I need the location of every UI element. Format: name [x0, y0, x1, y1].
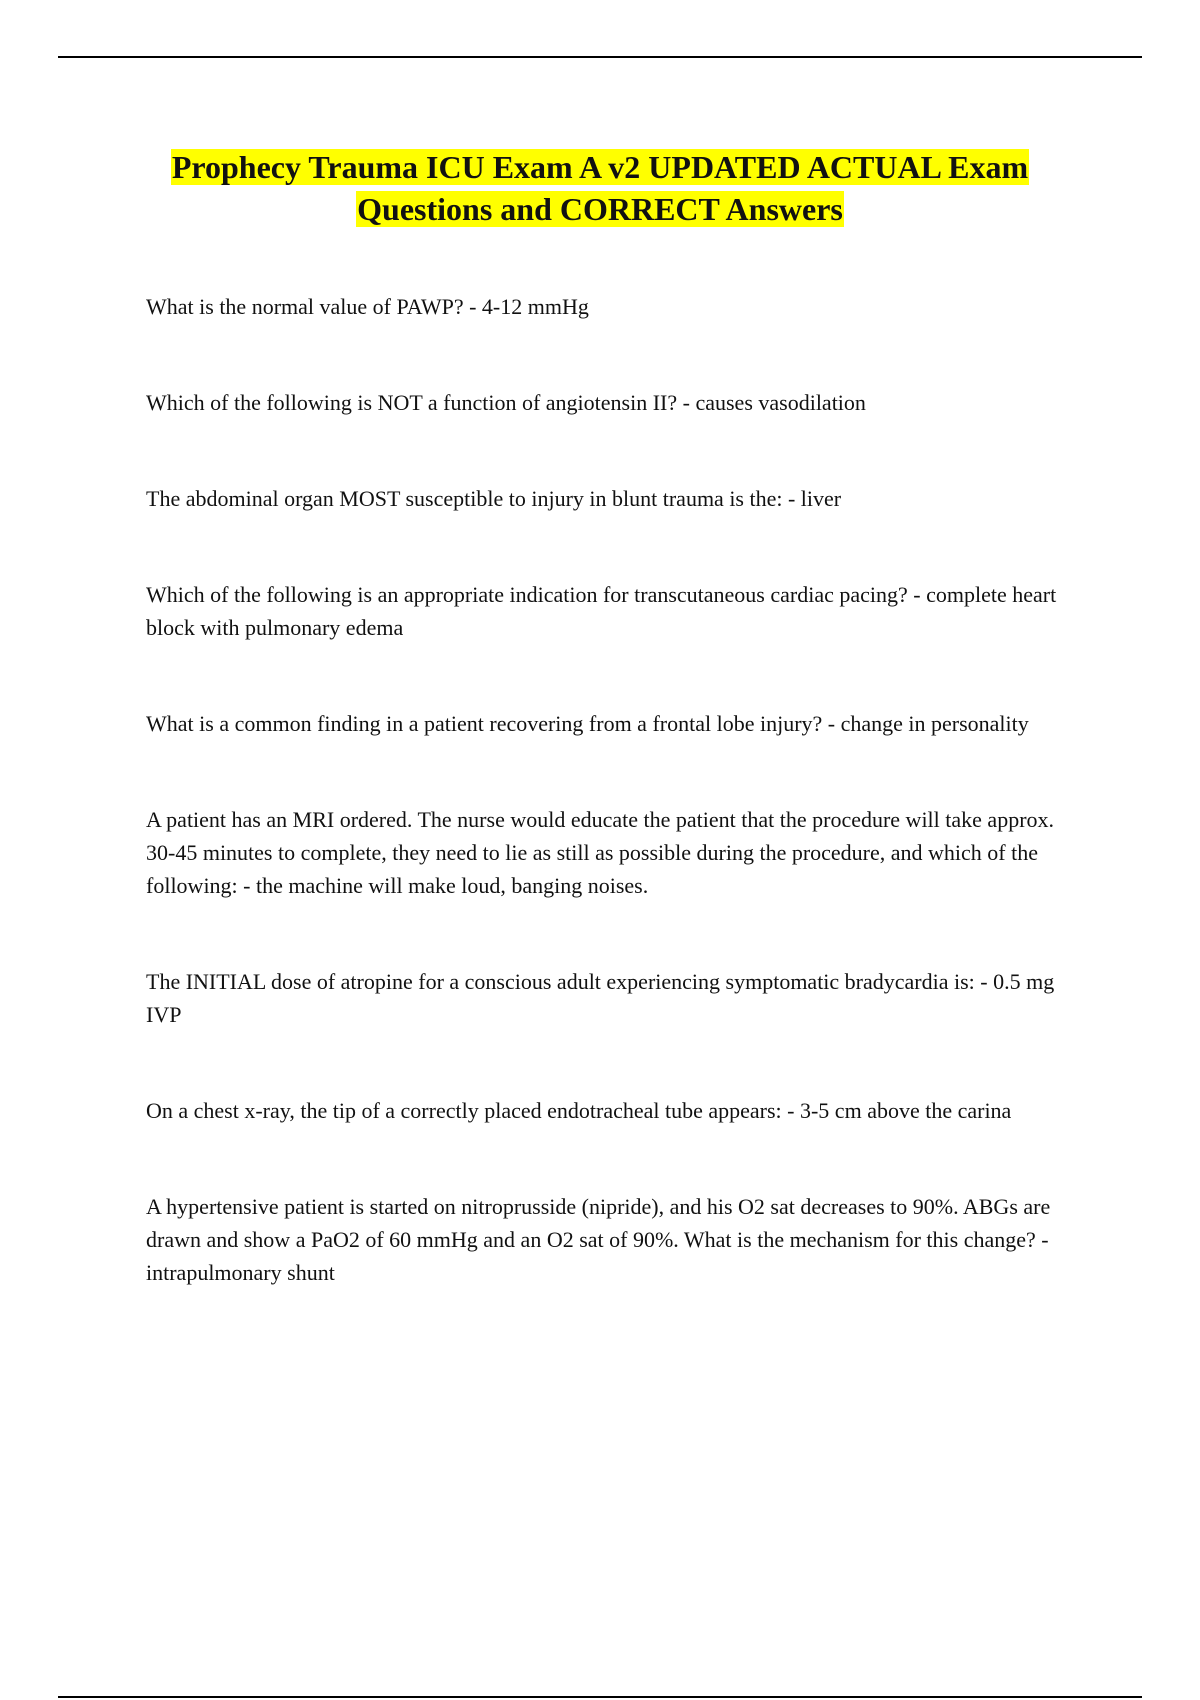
qa-item: What is the normal value of PAWP? - 4-12 mmHg — [146, 294, 589, 319]
qa-item: Which of the following is NOT a function of angiotensin II? - causes vasodilation — [146, 390, 866, 415]
qa-item: What is a common finding in a patient recovering from a frontal lobe injury? - change in personality — [146, 711, 1029, 736]
qa-item: A hypertensive patient is started on nitroprusside (nipride), and his O2 sat decreases to 90%. ABGs are drawn and show a PaO2 of 60 mmHg and an O2 sat of 90%. What is the mechanism for this change? - intrapulmonary shunt — [146, 1194, 1051, 1285]
top-rule — [58, 56, 1142, 58]
bottom-rule — [58, 1696, 1142, 1698]
document-title — [0, 146, 1200, 230]
qa-list — [146, 290, 1086, 1289]
qa-item: A patient has an MRI ordered. The nurse would educate the patient that the procedure will take approx. 30-45 minutes to complete, they need to lie as still as possible during the procedure, and which of the following: - the machine will make loud, banging noises. — [146, 807, 1055, 898]
title-line-1: Prophecy Trauma ICU Exam A v2 UPDATED ACTUAL Exam — [171, 149, 1029, 185]
qa-item: On a chest x-ray, the tip of a correctly placed endotracheal tube appears: - 3-5 cm above the carina — [146, 1098, 1012, 1123]
qa-item: Which of the following is an appropriate indication for transcutaneous cardiac pacing? - complete heart block with pulmonary edema — [146, 582, 1057, 640]
qa-item: The INITIAL dose of atropine for a conscious adult experiencing symptomatic bradycardia is: - 0.5 mg IVP — [146, 969, 1055, 1027]
title-line-2: Questions and CORRECT Answers — [357, 191, 843, 227]
qa-item: The abdominal organ MOST susceptible to injury in blunt trauma is the: - liver — [146, 486, 842, 511]
